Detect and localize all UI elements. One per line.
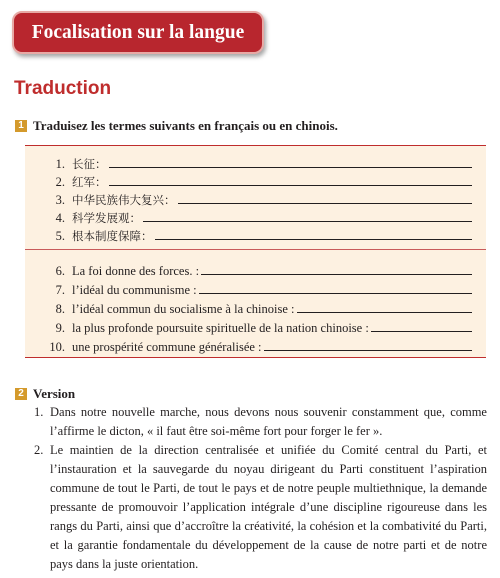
section-title: Traduction xyxy=(14,78,112,99)
list-item xyxy=(25,403,487,441)
list-item xyxy=(25,441,487,574)
version-list xyxy=(25,403,487,574)
exercise-1-instruction: Traduisez les termes suivants en français ou en chinois. xyxy=(33,118,338,133)
item-term: La foi donne des forces. : xyxy=(72,264,200,278)
answer-blank[interactable] xyxy=(371,320,472,332)
answer-blank[interactable] xyxy=(264,339,472,351)
answer-blank[interactable] xyxy=(109,156,473,168)
answer-blank[interactable] xyxy=(155,228,473,240)
exercise-1-heading xyxy=(15,118,338,134)
translation-item xyxy=(48,228,472,245)
item-number: 1. xyxy=(55,157,65,171)
item-term: 中华民族伟大复兴： xyxy=(72,193,176,207)
item-term: une prospérité commune généralisée : xyxy=(72,340,262,354)
item-term: 根本制度保障： xyxy=(72,229,153,243)
banner-title: Focalisation sur la langue xyxy=(31,21,245,43)
answer-blank[interactable] xyxy=(199,282,472,294)
translation-item xyxy=(48,282,472,299)
answer-blank[interactable] xyxy=(201,263,472,275)
item-term: la plus profonde poursuite spirituelle de la nation chinoise : xyxy=(72,321,369,335)
translation-box xyxy=(25,145,486,358)
answer-blank[interactable] xyxy=(143,210,472,222)
item-text: Le maintien de la direction centralisée et unifiée du Comité central du Parti, et l’instauration et la sauvegarde du noyau dirigeant du Parti constituent l’aspiration commune de tout le Parti, de tout le pays et de notre peuple multiethnique, la demande pressante de promouvoir l’application intégrale d’une discipline rigoureuse dans les rangs du Parti, ainsi que d’accroître la créativité, la cohésion et la combativité du Parti, et la garantie fondamentale du développement de la cause de notre parti et de notre pays dans la juste orientation. xyxy=(50,443,487,571)
item-number: 6. xyxy=(55,264,65,278)
item-term: 长征： xyxy=(72,157,107,171)
exercise-number-badge: 1 xyxy=(15,120,27,132)
exercise-2-heading xyxy=(15,386,75,402)
exercise-2-title: Version xyxy=(33,386,76,401)
item-number: 4. xyxy=(55,211,65,225)
answer-blank[interactable] xyxy=(109,174,473,186)
item-term: l’idéal commun du socialisme à la chinoise : xyxy=(72,302,295,316)
translation-item xyxy=(48,263,472,280)
item-number: 2. xyxy=(34,443,44,457)
answer-blank[interactable] xyxy=(178,192,473,204)
item-number: 7. xyxy=(55,283,65,297)
item-term: 红军： xyxy=(72,175,107,189)
section-banner xyxy=(12,11,264,54)
item-number: 3. xyxy=(55,193,65,207)
item-number: 10. xyxy=(49,340,65,354)
answer-blank[interactable] xyxy=(297,301,472,313)
translation-item xyxy=(48,174,472,191)
item-number: 5. xyxy=(55,229,65,243)
translation-item xyxy=(48,156,472,173)
translation-item xyxy=(48,301,472,318)
item-number: 2. xyxy=(55,175,65,189)
item-text: Dans notre nouvelle marche, nous devons nous souvenir constamment que, comme l’affirme le dicton, « il faut être soi-même fort pour forger le fer ». xyxy=(50,405,487,438)
translation-item xyxy=(48,192,472,209)
exercise-number-badge: 2 xyxy=(15,388,27,400)
item-number: 8. xyxy=(55,302,65,316)
translation-item xyxy=(48,210,472,227)
item-number: 1. xyxy=(34,405,44,419)
item-term: l’idéal du communisme : xyxy=(72,283,197,297)
item-number: 9. xyxy=(55,321,65,335)
item-term: 科学发展观： xyxy=(72,211,141,225)
box-divider xyxy=(25,249,486,250)
translation-item xyxy=(48,320,472,337)
translation-item xyxy=(48,339,472,356)
